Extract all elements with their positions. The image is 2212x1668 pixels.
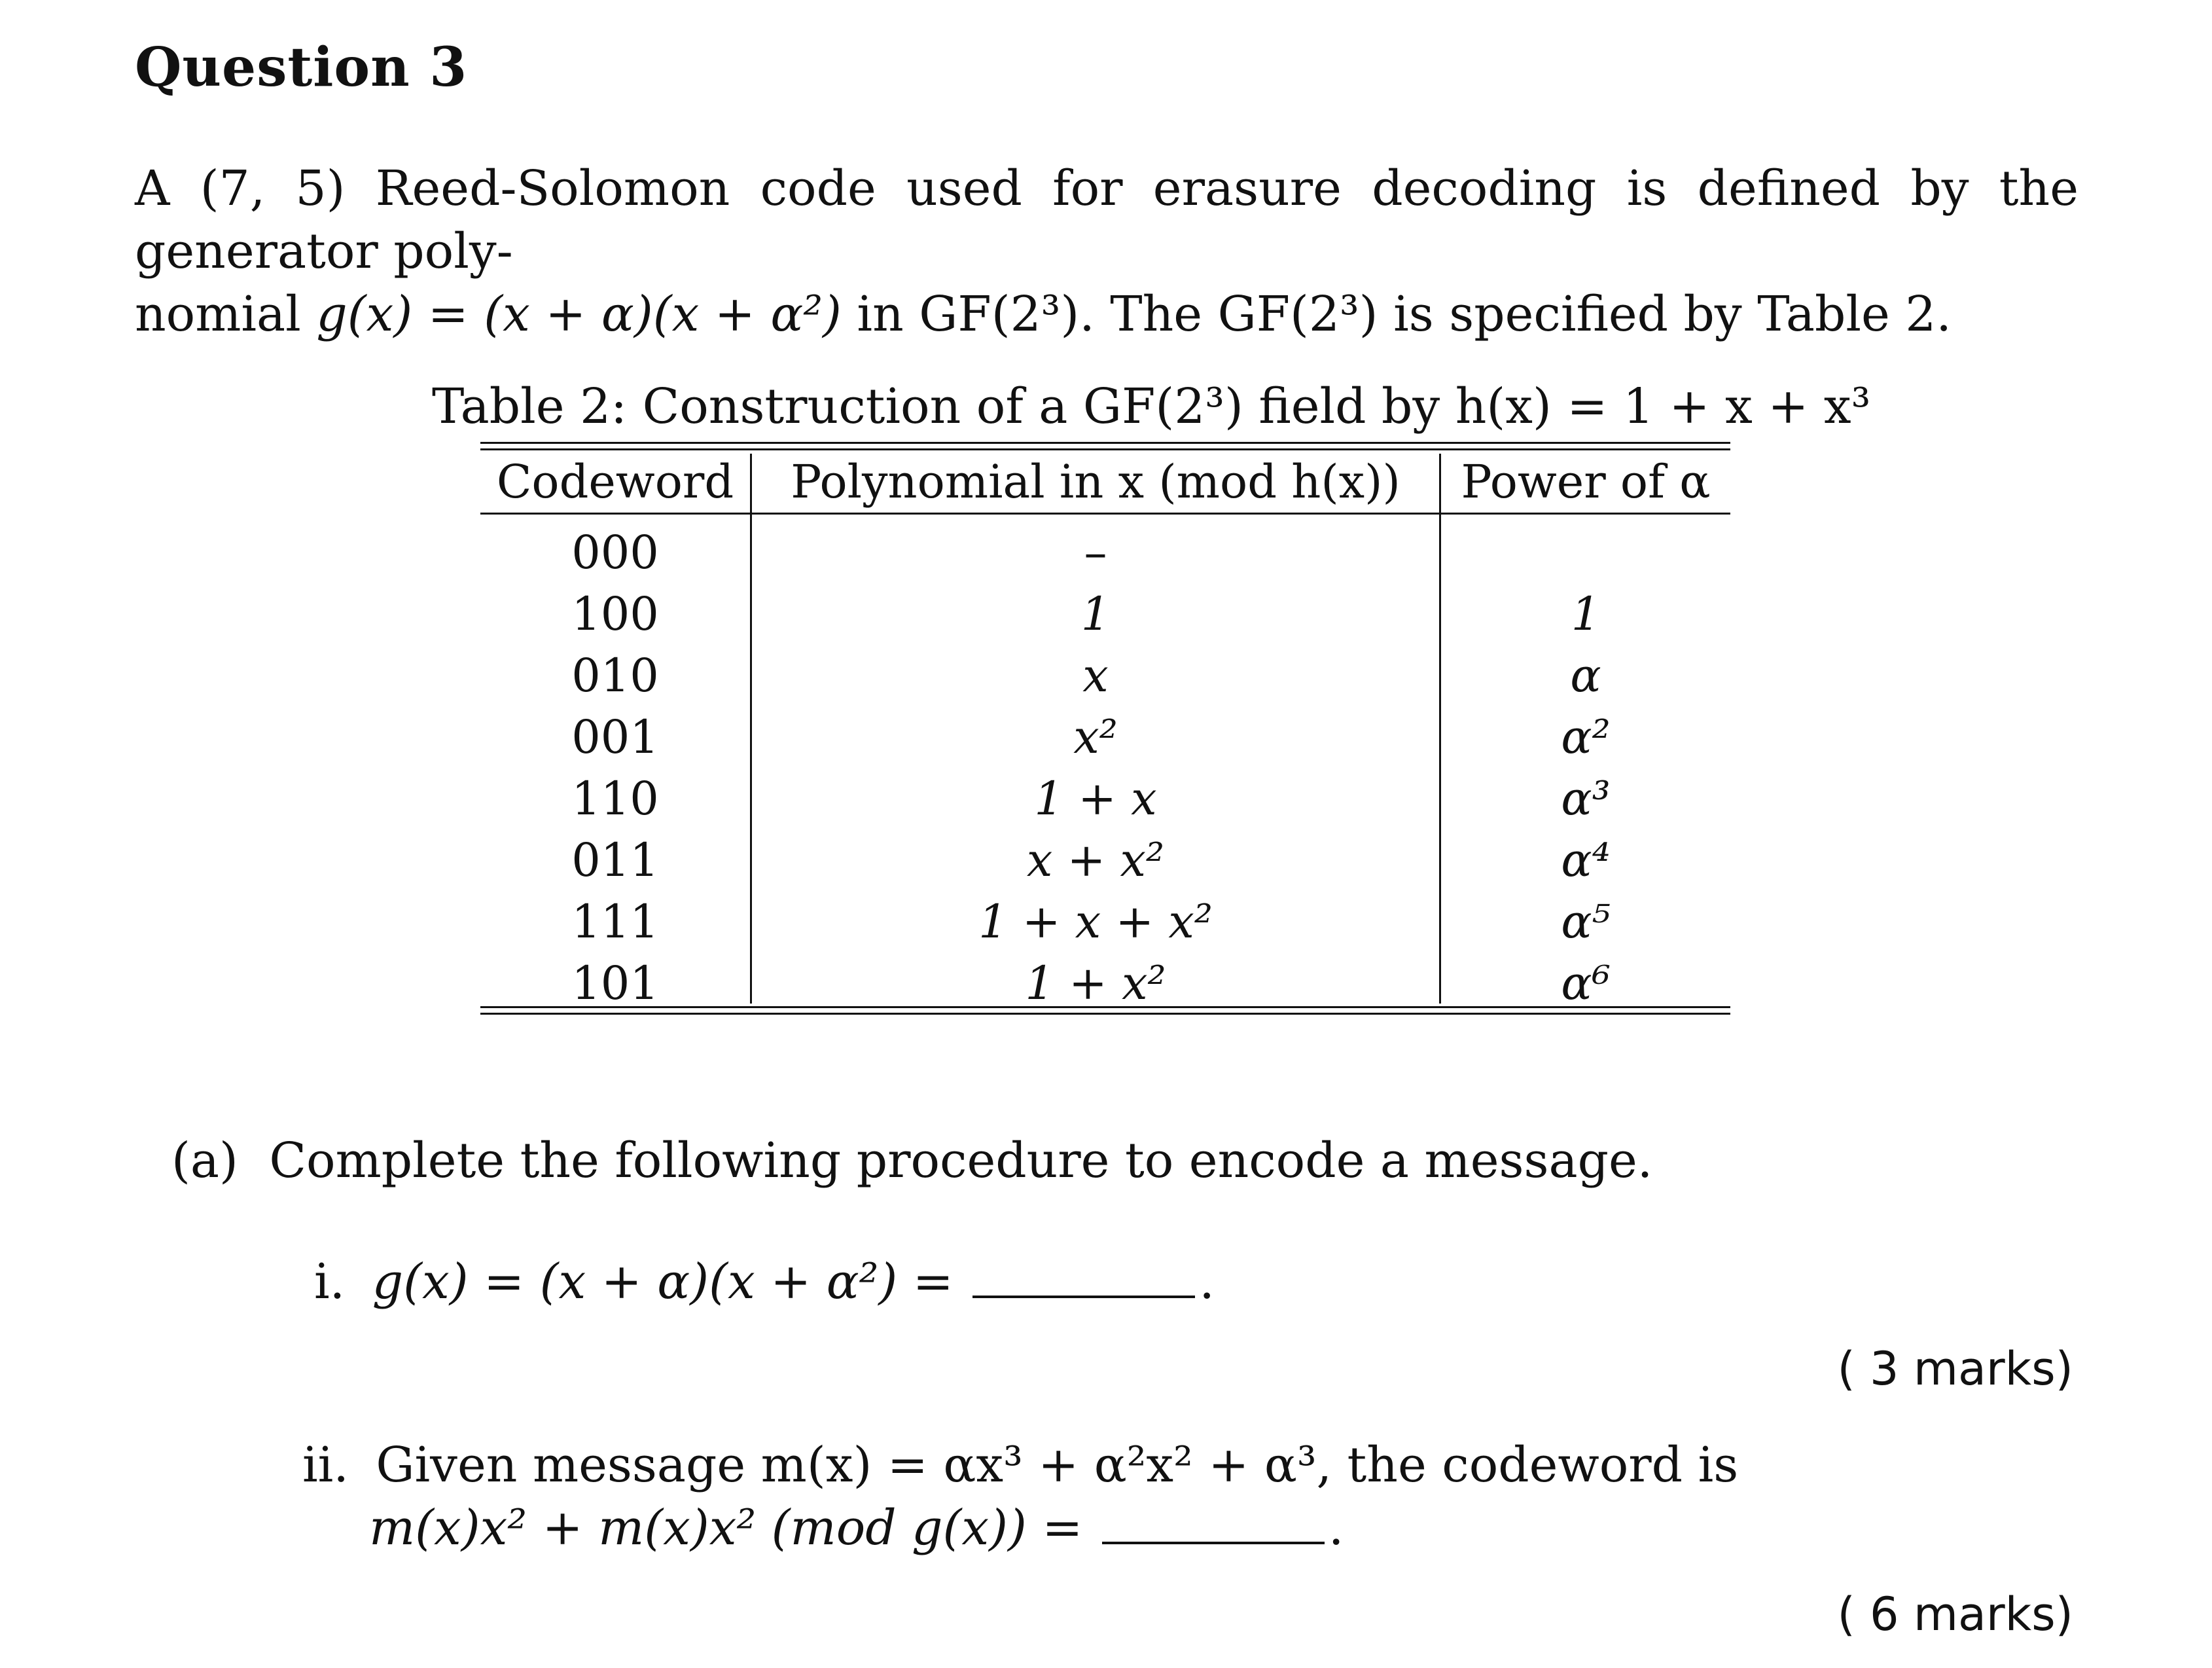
- power-cell: α⁴: [1561, 833, 1611, 887]
- answer-blank-ii[interactable]: [1102, 1502, 1325, 1544]
- item-ii-line-2: [369, 1496, 1738, 1559]
- item-ii: [302, 1434, 1738, 1559]
- item-i-end: .: [1199, 1254, 1215, 1310]
- polynomial-cell: 1 + x²: [1025, 956, 1166, 1010]
- codeword-cell: 101: [571, 956, 659, 1010]
- header-polynomial: Polynomial in x (mod h(x)): [791, 455, 1400, 509]
- codeword-cell: 000: [571, 526, 659, 579]
- power-cell: [1441, 522, 1730, 583]
- polynomial-cell: –: [1084, 526, 1107, 579]
- header-power: Power of α: [1461, 455, 1711, 509]
- answer-blank-i[interactable]: [972, 1256, 1195, 1298]
- codeword-cell: 011: [571, 833, 659, 887]
- intro-paragraph: [135, 157, 2078, 346]
- polynomial-cell: 1 + x + x²: [978, 895, 1213, 949]
- intro-line-1: A (7, 5) Reed-Solomon code used for erasure decoding is defined by the generator poly-: [135, 160, 2078, 280]
- generator-polynomial: g(x) = (x + α)(x + α²): [316, 286, 842, 342]
- gf-table: [480, 442, 1730, 1015]
- header-codeword: Codeword: [496, 455, 734, 509]
- polynomial-cell: x: [1082, 649, 1109, 702]
- power-cell: α⁶: [1561, 956, 1611, 1010]
- item-i: [314, 1254, 1215, 1310]
- intro-line-2: nomial g(x) = (x + α)(x + α²) in GF(2³). The GF(2³) is specified by Table 2.: [135, 286, 1952, 342]
- codeword-cell: 010: [571, 649, 659, 702]
- codeword-cell: 001: [571, 710, 659, 764]
- item-i-expr: g(x) = (x + α)(x + α²) =: [372, 1254, 954, 1310]
- power-cell: α²: [1561, 710, 1611, 764]
- polynomial-cell: x²: [1073, 710, 1118, 764]
- table-rule-top-1: [480, 442, 1730, 444]
- power-cell: 1: [1571, 587, 1601, 641]
- part-a-label: (a): [171, 1133, 238, 1189]
- table-caption: Table 2: Construction of a GF(2³) field by h(x) = 1 + x + x³: [432, 378, 1871, 435]
- table-rule-top-2: [480, 448, 1730, 450]
- item-ii-text: Given message m(x) = αx³ + α²x² + α³, the codeword is: [376, 1437, 1739, 1493]
- part-a-text: Complete the following procedure to encode a message.: [269, 1133, 1653, 1189]
- polynomial-cell: 1 + x: [1034, 772, 1157, 825]
- codeword-cell: 100: [571, 587, 659, 641]
- power-cell: α⁵: [1561, 895, 1611, 949]
- power-cell: α: [1570, 649, 1601, 702]
- item-ii-end: .: [1328, 1500, 1344, 1556]
- item-ii-expr: m(x)x² + m(x)x² (mod g(x)) =: [369, 1500, 1083, 1556]
- part-a: [171, 1133, 1652, 1189]
- marks-item-ii: ( 6 marks): [1837, 1587, 2073, 1641]
- item-ii-line-1: [302, 1434, 1738, 1496]
- power-cell: α³: [1561, 772, 1611, 825]
- codeword-cell: 110: [571, 772, 659, 825]
- question-title: Question 3: [135, 36, 468, 99]
- table-rule-header: [480, 513, 1730, 515]
- item-i-label: i.: [314, 1254, 346, 1310]
- marks-item-i: ( 3 marks): [1837, 1342, 2073, 1396]
- polynomial-cell: x + x²: [1026, 833, 1165, 887]
- item-ii-label: ii.: [302, 1437, 349, 1493]
- polynomial-cell: 1: [1080, 587, 1111, 641]
- codeword-cell: 111: [571, 895, 659, 949]
